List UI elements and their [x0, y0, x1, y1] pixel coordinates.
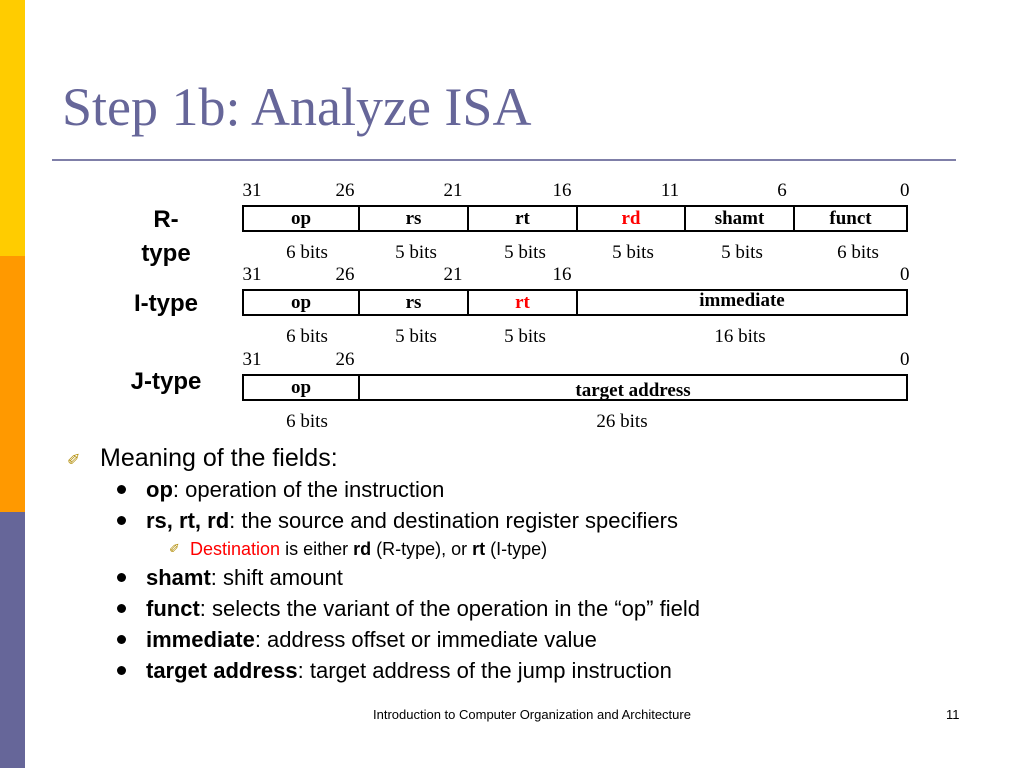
r-width-rd: 5 bits	[612, 242, 654, 263]
r-field-funct: funct	[829, 208, 872, 229]
bullet-dot-icon	[117, 516, 126, 525]
r-field-rs: rs	[360, 207, 469, 230]
j-width-target: 26 bits	[596, 411, 648, 432]
i-field-rt: rt	[469, 291, 578, 314]
r-field-rd: rd	[578, 207, 686, 230]
j-width-op: 6 bits	[286, 411, 328, 432]
r-width-shamt: 5 bits	[721, 242, 763, 263]
i-width-rs: 5 bits	[395, 326, 437, 347]
list-subitem-destination: Destination is either rd (R-type), or rt (I-type)	[190, 539, 548, 559]
r-field-shamt: shamt	[686, 207, 795, 230]
bullet-dot-icon	[117, 635, 126, 644]
list-item-shamt: shamt: shift amount	[146, 565, 343, 590]
i-bit-26: 26	[335, 264, 355, 285]
r-width-rt: 5 bits	[504, 242, 546, 263]
i-type-label: I-type	[133, 290, 198, 317]
bullet-dot-icon	[117, 604, 126, 613]
j-bit-31: 31	[242, 349, 262, 370]
quill-bullet-icon: ✐	[67, 450, 81, 469]
i-field-rs: rs	[360, 291, 469, 314]
title-divider	[52, 159, 956, 161]
r-bit-0: 0	[900, 180, 910, 201]
meanings-heading: Meaning of the fields:	[100, 444, 338, 472]
j-field-target-address: target address	[575, 380, 691, 401]
r-type-label-line1: R-	[153, 206, 179, 233]
i-width-op: 6 bits	[286, 326, 328, 347]
bullet-dot-icon	[117, 485, 126, 494]
i-width-rt: 5 bits	[504, 326, 546, 347]
i-width-immediate: 16 bits	[714, 326, 766, 347]
r-bit-11: 11	[660, 180, 680, 201]
list-item-target-address: target address: target address of the jump instruction	[146, 658, 672, 683]
j-field-op: op	[244, 376, 360, 399]
i-field-immediate: immediate	[699, 290, 785, 311]
i-bit-16: 16	[552, 264, 572, 285]
quill-bullet-icon: ✐	[169, 542, 180, 557]
decor-stripe-purple	[0, 512, 25, 768]
r-type-label	[128, 203, 204, 271]
r-bit-26: 26	[335, 180, 355, 201]
j-bit-26: 26	[335, 349, 355, 370]
list-item-registers: rs, rt, rd: the source and destination register specifiers	[146, 508, 678, 533]
r-field-op: op	[244, 207, 360, 230]
r-type-label-line2: type	[141, 240, 191, 267]
i-bit-21: 21	[443, 264, 463, 285]
list-item-immediate: immediate: address offset or immediate value	[146, 627, 597, 652]
r-width-funct: 6 bits	[837, 242, 879, 263]
bullet-dot-icon	[117, 666, 126, 675]
r-width-rs: 5 bits	[395, 242, 437, 263]
r-bit-21: 21	[443, 180, 463, 201]
r-field-rt: rt	[469, 207, 578, 230]
list-item-funct: funct: selects the variant of the operation in the “op” field	[146, 596, 700, 621]
i-type-field-box	[242, 289, 908, 316]
r-bit-16: 16	[552, 180, 572, 201]
decor-stripe-orange	[0, 256, 25, 512]
slide-title: Step 1b: Analyze ISA	[62, 77, 532, 137]
r-width-op: 6 bits	[286, 242, 328, 263]
i-field-op: op	[244, 291, 360, 314]
i-bit-0: 0	[900, 264, 910, 285]
r-bit-31: 31	[242, 180, 262, 201]
r-bit-6: 6	[777, 180, 787, 201]
list-item-op: op: operation of the instruction	[146, 477, 445, 502]
r-type-field-box	[242, 205, 908, 232]
j-type-field-box	[242, 374, 908, 401]
i-bit-31: 31	[242, 264, 262, 285]
j-type-label: J-type	[130, 368, 202, 395]
bullet-dot-icon	[117, 573, 126, 582]
footer-course-title: Introduction to Computer Organization and Architecture	[373, 707, 691, 722]
decor-stripe-yellow	[0, 0, 25, 256]
j-bit-0: 0	[900, 349, 910, 370]
page-number: 11	[946, 707, 960, 722]
